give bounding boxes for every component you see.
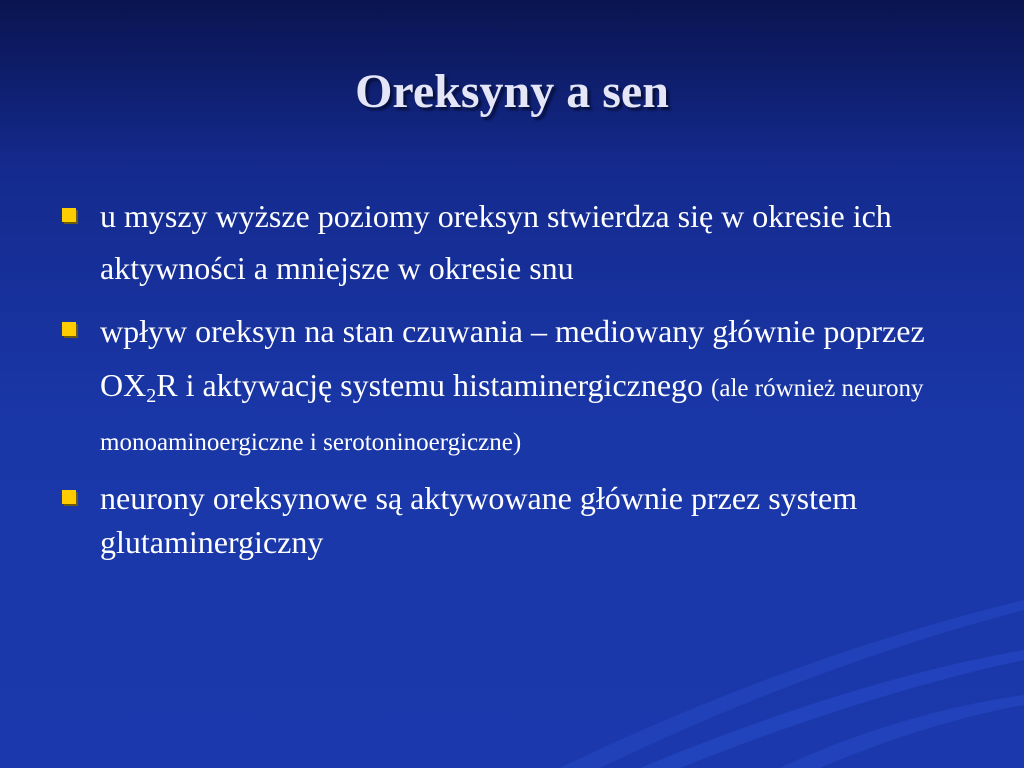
- bullet-note: (ale również neurony monoaminoergiczne i serotoninoergiczne): [100, 375, 924, 456]
- bullet-list: [62, 190, 962, 574]
- bullet-item: [62, 476, 962, 564]
- bullet-item: [62, 304, 962, 466]
- bullet-text-part: wpływ oreksyn na stan czuwania – mediowany głównie poprzez OX: [100, 313, 925, 403]
- subscript: 2: [146, 385, 157, 407]
- square-bullet-icon: [62, 490, 76, 504]
- bullet-text-part: R i aktywację systemu histaminergicznego: [156, 367, 712, 403]
- bullet-text: u myszy wyższe poziomy oreksyn stwierdza się w okresie ich aktywności a mniejsze w okresie snu: [100, 198, 892, 286]
- bullet-text: neurony oreksynowe są aktywowane głównie przez system glutaminergiczny: [100, 480, 858, 560]
- bullet-item: [62, 190, 962, 294]
- square-bullet-icon: [62, 208, 76, 222]
- slide-title: Oreksyny a sen: [355, 65, 669, 118]
- square-bullet-icon: [62, 322, 76, 336]
